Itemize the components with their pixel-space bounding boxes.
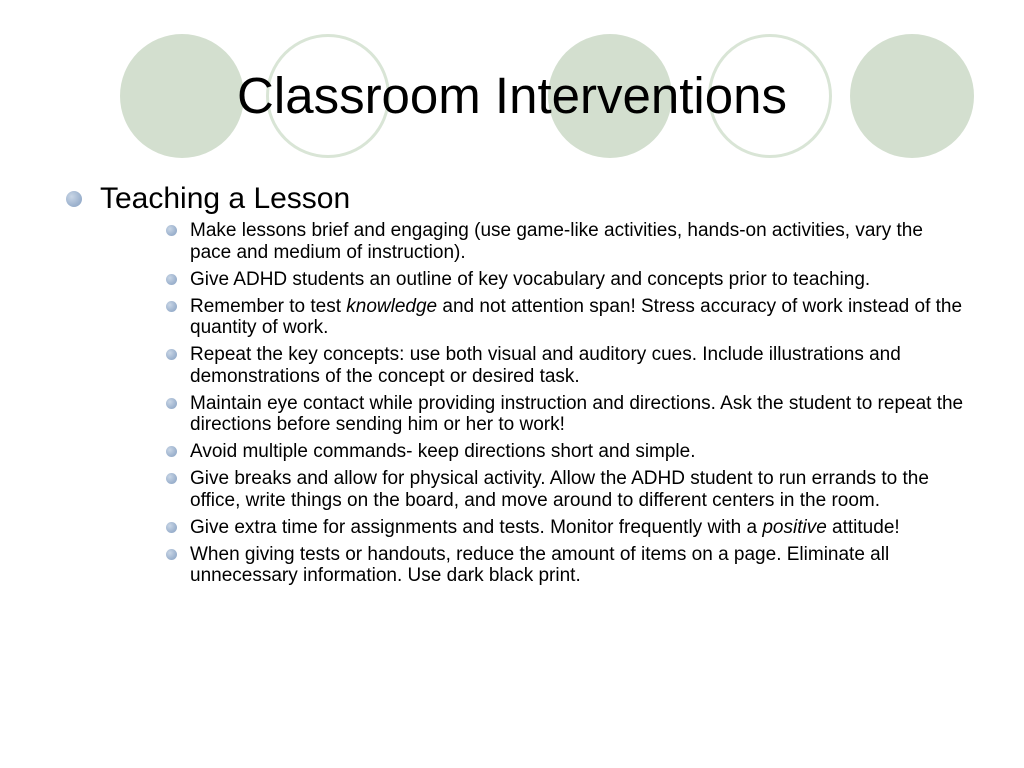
bullet-icon xyxy=(166,549,177,560)
list-item-text: Avoid multiple commands- keep directions short and simple. xyxy=(190,441,696,462)
list-item xyxy=(166,468,966,511)
list-item xyxy=(166,517,966,539)
list-item-text: Give breaks and allow for physical activity. Allow the ADHD student to run errands to the office, write things on the board, and move around to different centers in the room. xyxy=(190,468,929,511)
list-item xyxy=(166,441,966,463)
bullet-list xyxy=(166,220,966,592)
list-item xyxy=(166,393,966,436)
bullet-icon xyxy=(166,522,177,533)
bullet-icon xyxy=(166,225,177,236)
list-item-text: Repeat the key concepts: use both visual and auditory cues. Include illustrations and demonstrations of the concept or desired task. xyxy=(190,344,901,387)
bullet-icon xyxy=(166,274,177,285)
bullet-icon xyxy=(166,446,177,457)
bullet-icon xyxy=(166,473,177,484)
heading-label: Teaching a Lesson xyxy=(100,182,351,215)
emphasis-text: knowledge xyxy=(346,295,438,317)
bullet-icon xyxy=(66,191,82,207)
list-item xyxy=(166,269,966,291)
list-item-text: Make lessons brief and engaging (use game-like activities, hands-on activities, vary the pace and medium of instruction). xyxy=(190,220,923,263)
list-item xyxy=(166,296,966,339)
list-item-text: When giving tests or handouts, reduce the amount of items on a page. Eliminate all unnecessary information. Use dark black print. xyxy=(190,543,890,586)
emphasis-text: positive xyxy=(762,516,827,538)
list-item-text: Maintain eye contact while providing instruction and directions. Ask the student to repeat the directions before sending him or her to work! xyxy=(190,392,964,435)
list-item-text: and not attention span! Stress accuracy of work instead of the quantity of work. xyxy=(190,295,963,338)
list-item xyxy=(166,344,966,387)
list-item-text: Remember to test xyxy=(190,295,347,317)
list-item-text: Give extra time for assignments and tests. Monitor frequently with a xyxy=(190,516,763,538)
bullet-icon xyxy=(166,349,177,360)
list-item-text: attitude! xyxy=(826,516,900,538)
slide-title: Classroom Interventions xyxy=(237,67,787,124)
list-item-text: Give ADHD students an outline of key vocabulary and concepts prior to teaching. xyxy=(190,268,871,290)
list-item xyxy=(166,220,966,263)
bullet-icon xyxy=(166,398,177,409)
bullet-icon xyxy=(166,301,177,312)
list-item xyxy=(166,544,966,587)
